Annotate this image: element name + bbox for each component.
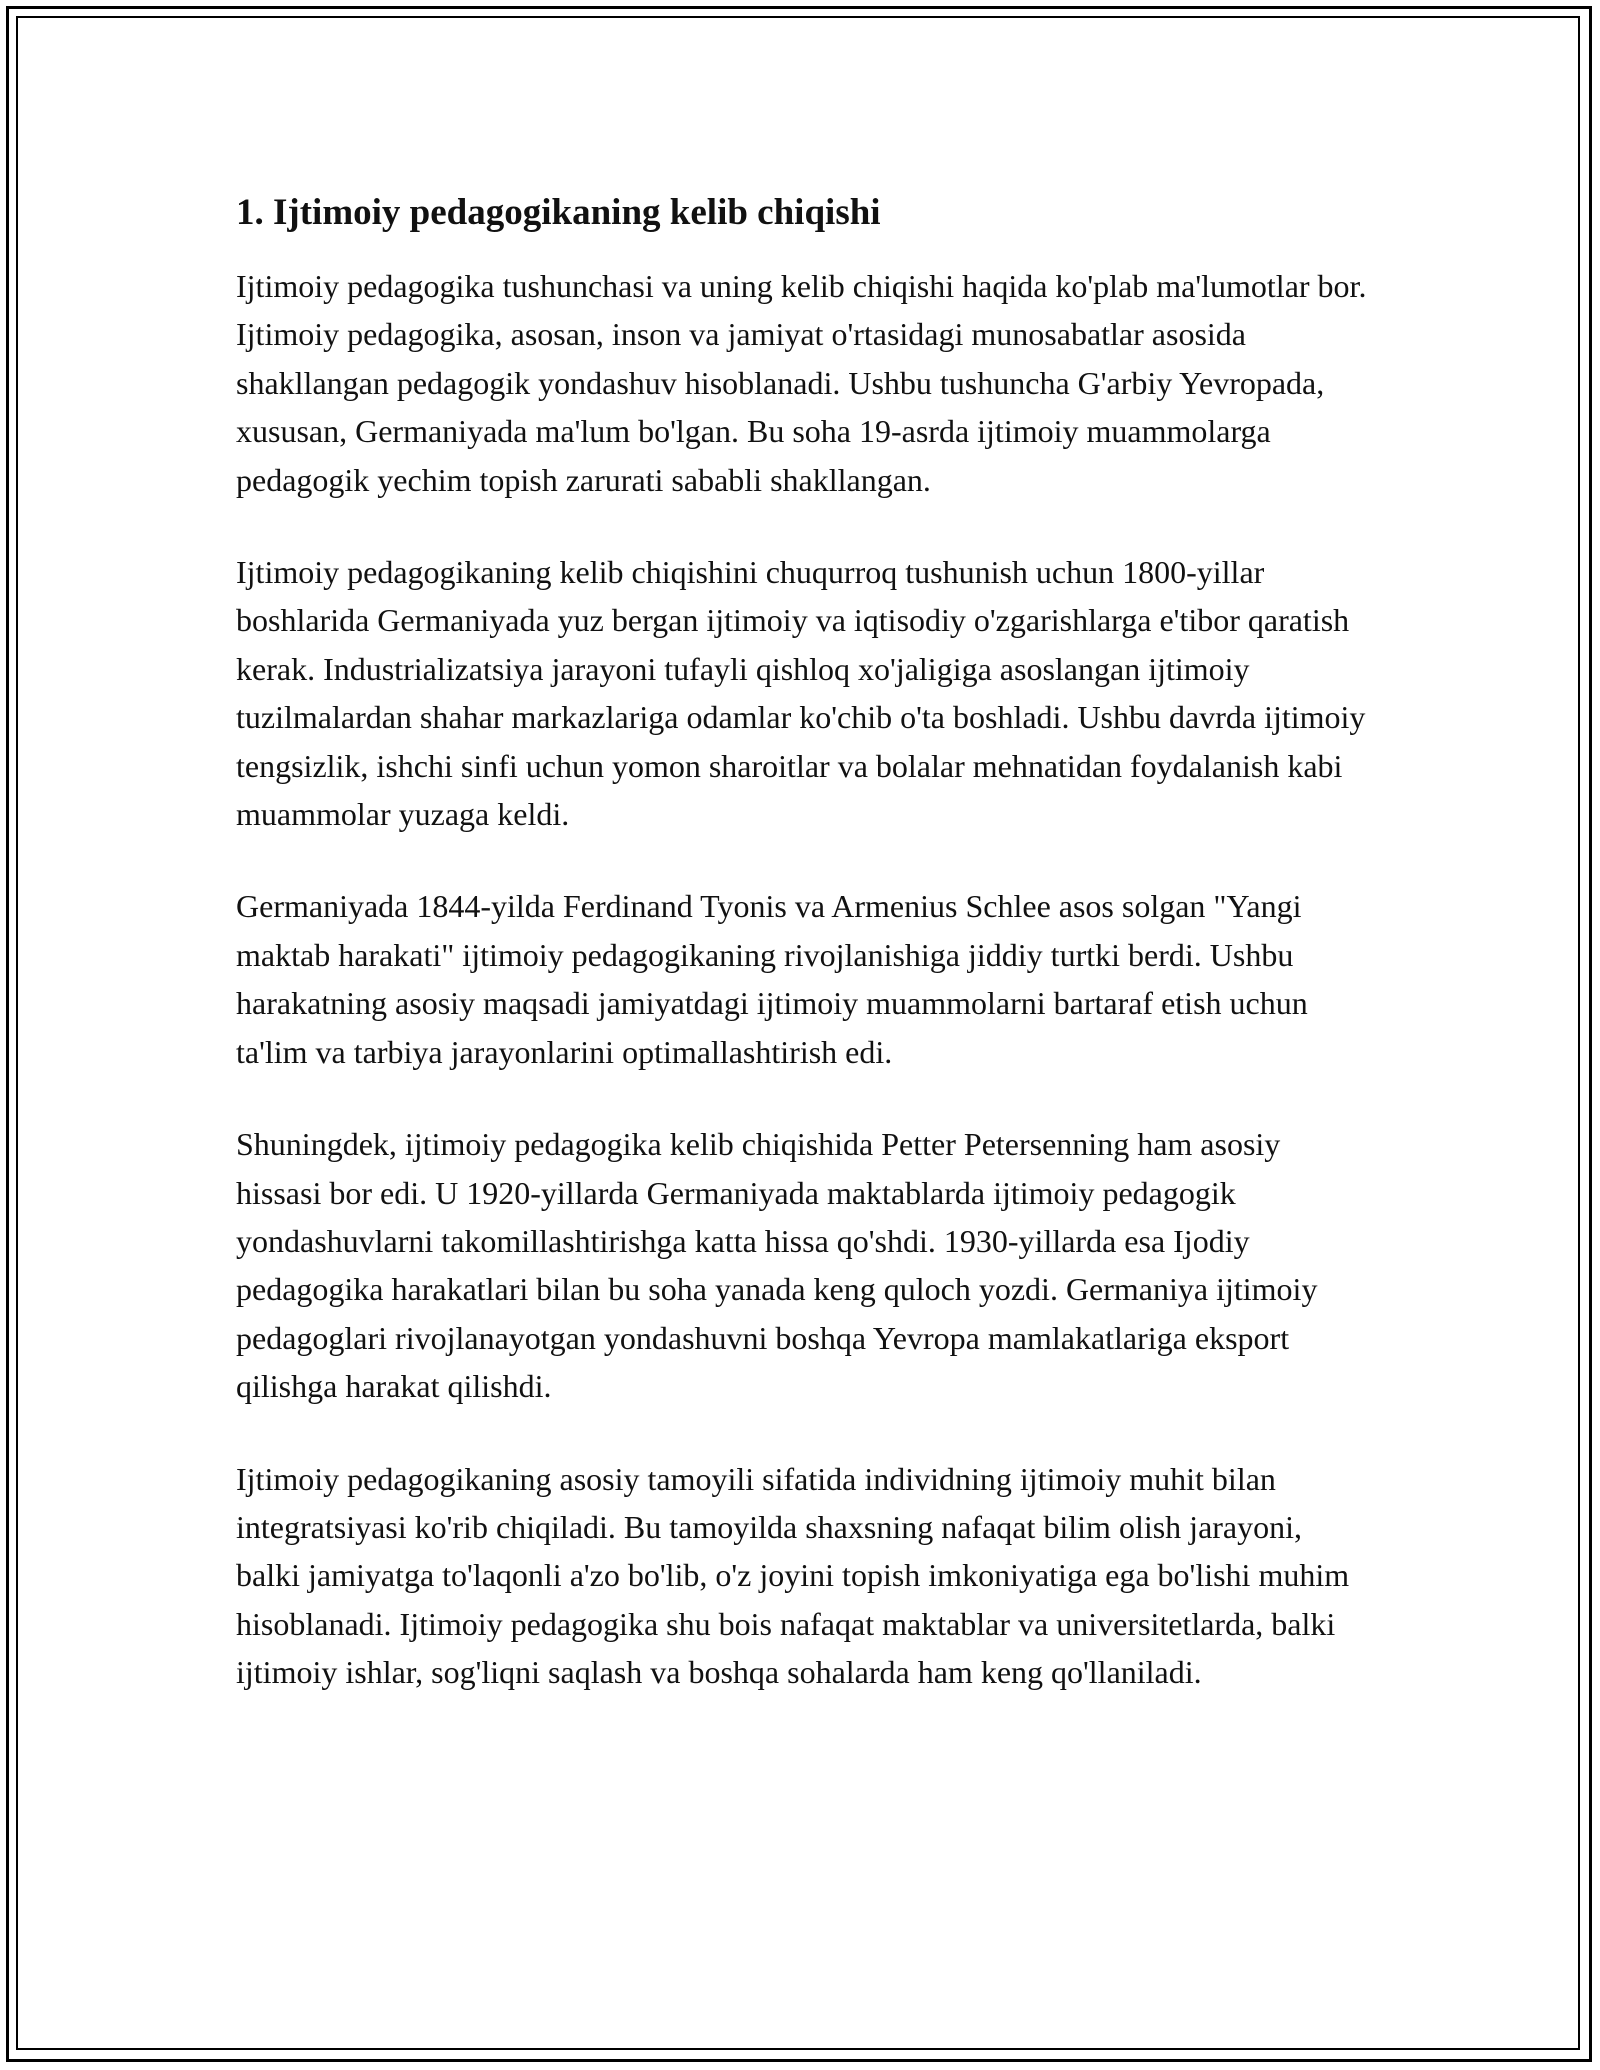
paragraph-3: Germaniyada 1844-yilda Ferdinand Tyonis va Armenius Schlee asos solgan "Yangi maktab harakati" ijtimoiy pedagogikaning rivojlanishiga jiddiy turtki berdi. Ushbu harakatning asosiy maqsadi jamiyatdagi ijtimoiy muammolarni bartaraf etish uchun ta'lim va tarbiya jarayonlarini optimallashtirish edi. <box>236 888 1308 1070</box>
paragraph-5: Ijtimoiy pedagogikaning asosiy tamoyili sifatida individning ijtimoiy muhit bilan integratsiyasi ko'rib chiqiladi. Bu tamoyilda shaxsning nafaqat bilim olish jarayoni, balki jamiyatga to'laqonli a'zo bo'lib, o'z joyini topish imkoniyatiga ega bo'lishi muhim hisoblanadi. Ijtimoiy pedagogika shu bois nafaqat maktablar va universitetlarda, balki ijtimoiy ishlar, sog'liqni saqlash va boshqa sohalarda ham keng qo'llaniladi. <box>236 1460 1350 1691</box>
section-heading: 1. Ijtimoiy pedagogikaning kelib chiqishi <box>236 192 881 233</box>
paragraph-2: Ijtimoiy pedagogikaning kelib chiqishini chuqurroq tushunish uchun 1800-yillar boshlarida Germaniyada yuz bergan ijtimoiy va iqtisodiy o'zgarishlarga e'tibor qaratish kerak. Industrializatsiya jarayoni tufayli qishloq xo'jaligiga asoslangan ijtimoiy tuzilmalardan shahar markazlariga odamlar ko'chib o'ta boshladi. Ushbu davrda ijtimoiy tengsizlik, ishchi sinfi uchun yomon sharoitlar va bolalar mehnatidan foydalanish kabi muammolar yuzaga keldi. <box>236 554 1366 833</box>
document-body <box>236 186 1372 1741</box>
paragraph-1: Ijtimoiy pedagogika tushunchasi va uning kelib chiqishi haqida ko'plab ma'lumotlar bor. Ijtimoiy pedagogika, asosan, inson va jamiyat o'rtasidagi munosabatlar asosida shakllangan pedagogik yondashuv hisoblanadi. Ushbu tushuncha G'arbiy Yevropada, xususan, Germaniyada ma'lum bo'lgan. Bu soha 19-asrda ijtimoiy muammolarga pedagogik yechim topish zarurati sababli shakllangan. <box>236 268 1367 498</box>
paragraph-4: Shuningdek, ijtimoiy pedagogika kelib chiqishida Petter Petersenning ham asosiy hissasi bor edi. U 1920-yillarda Germaniyada maktablarda ijtimoiy pedagogik yondashuvlarni takomillashtirishga katta hissa qo'shdi. 1930-yillarda esa Ijodiy pedagogika harakatlari bilan bu soha yanada keng quloch yozdi. Germaniya ijtimoiy pedagoglari rivojlanayotgan yondashuvni boshqa Yevropa mamlakatlariga eksport qilishga harakat qilishdi. <box>236 1126 1318 1405</box>
